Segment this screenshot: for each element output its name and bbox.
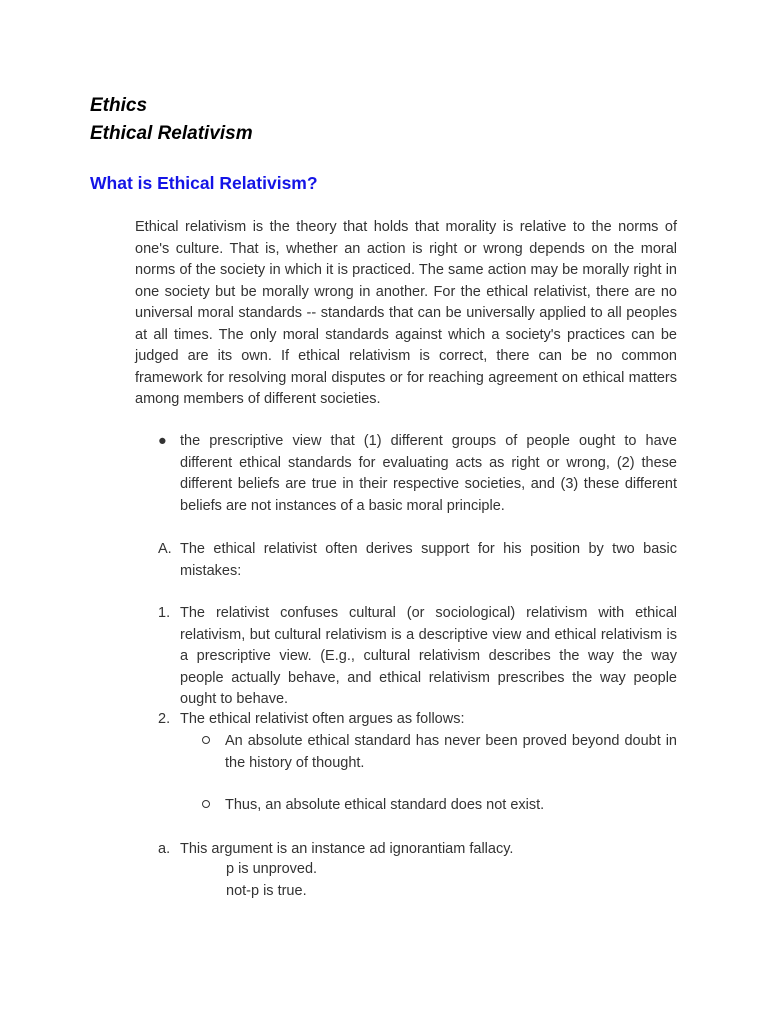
list-item-text: the prescriptive view that (1) different groups of people ought to have different ethical standards for evaluating acts as right or wrong, (2) these different beliefs are true in their respective societies, and (3) these different beliefs are not instances of a basic moral principle.	[180, 433, 677, 514]
list-item-text: The relativist confuses cultural (or sociological) relativism with ethical relativism, but cultural relativism is a descriptive view and ethical relativism is a prescriptive view. (E.g., cultural relativism describes the way the way people actually behave, and ethical relativism prescribes the way people ought to behave.	[180, 605, 677, 707]
conclusion-line: not-p is true.	[226, 883, 307, 899]
sub-list-item-text: An absolute ethical standard has never been proved beyond doubt in the history of thought.	[225, 733, 677, 771]
list-marker: A.	[158, 541, 172, 557]
hollow-circle-bullet-icon	[202, 795, 210, 817]
intro-paragraph: Ethical relativism is the theory that holds that morality is relative to the norms of one's culture. That is, whether an action is right or wrong depends on the moral norms of the society in which it is practiced. The same action may be morally right in one society but be morally wrong in another. For the ethical relativist, there are no universal moral standards -- standards that can be universally applied to all peoples at all times. The only moral standards against which a society's practices can be judged are its own. If ethical relativism is correct, there can be no common framework for resolving moral disputes or for reaching agreement on ethical matters among members of different societies.	[135, 219, 677, 407]
list-item-text: This argument is an instance ad ignorantiam fallacy.	[180, 841, 514, 857]
list-item-text: The ethical relativist often derives support for his position by two basic mistakes:	[180, 541, 677, 579]
sub-list-item-text: Thus, an absolute ethical standard does not exist.	[225, 797, 545, 813]
premise-line: p is unproved.	[226, 861, 318, 877]
document-title: Ethics	[90, 95, 148, 116]
list-item-text: The ethical relativist often argues as follows:	[180, 711, 465, 727]
list-marker: a.	[158, 841, 171, 857]
list-marker: 1.	[158, 605, 171, 621]
document-subtitle: Ethical Relativism	[90, 123, 253, 144]
list-marker: 2.	[158, 711, 171, 727]
hollow-circle-bullet-icon	[202, 731, 210, 753]
section-heading: What is Ethical Relativism?	[90, 173, 318, 193]
bullet-marker: ●	[158, 433, 167, 449]
